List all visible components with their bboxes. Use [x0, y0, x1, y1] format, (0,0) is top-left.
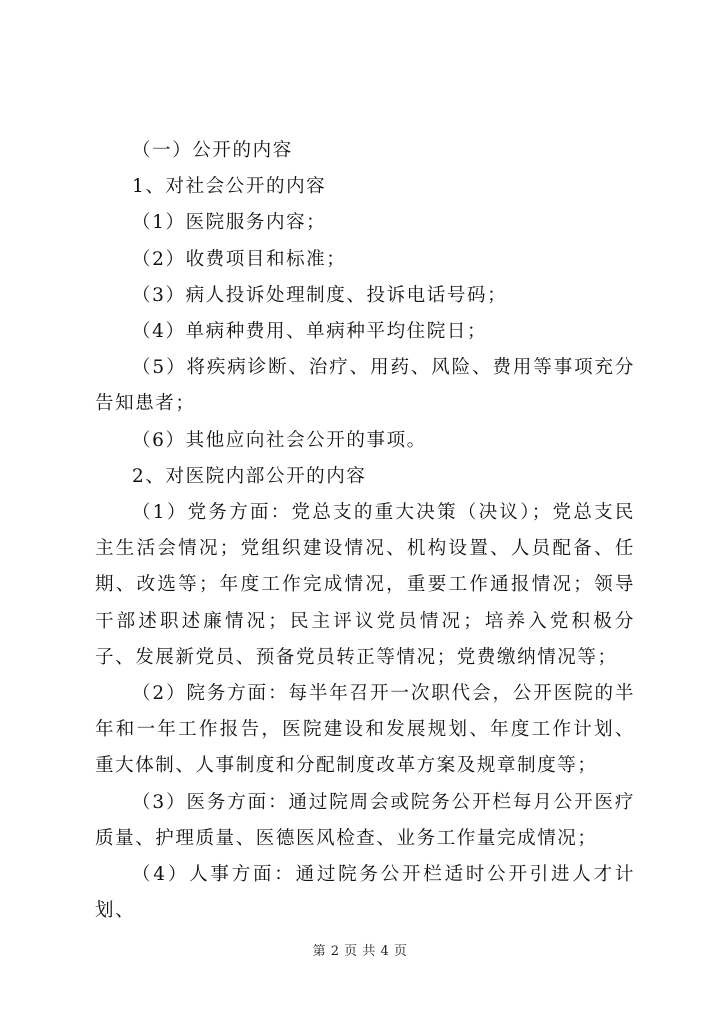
subsection-heading: 1、对社会公开的内容: [132, 176, 327, 198]
list-item: （6）其他应向社会公开的事项。: [132, 429, 427, 451]
section-heading: （一）公开的内容: [132, 140, 293, 161]
subsection-heading: 2、对医院内部公开的内容: [132, 465, 367, 487]
list-item: （4）人事方面：通过院务公开栏适时公开引进人才计划、: [95, 864, 635, 922]
list-item: （1）党务方面：党总支的重大决策（决议）；党总支民主生活会情况；党组织建设情况、机构设置、人员配备、任期、改选等；年度工作完成情况，重要工作通报情况；领导干部述职述廉情况；民主评议党员情况；培养入党积极分子、发展新党员、预备党员转正等情况；党费缴纳情况等；: [95, 502, 635, 668]
list-item: （2）院务方面：每半年召开一次职代会，公开医院的半年和一年工作报告，医院建设和发展规划、年度工作计划、重大体制、人事制度和分配制度改革方案及规章制度等；: [95, 683, 635, 777]
list-item: （2）收费项目和标准；: [132, 248, 347, 270]
list-item: （5）将疾病诊断、治疗、用药、风险、费用等事项充分告知患者；: [95, 357, 635, 415]
list-item: （3）病人投诉处理制度、投诉电话号码；: [132, 284, 508, 306]
list-item: （3）医务方面：通过院周会或院务公开栏每月公开医疗质量、护理质量、医德医风检查、业务工作量完成情况；: [95, 791, 635, 849]
list-item: （1）医院服务内容；: [132, 212, 327, 234]
page-number-footer: 第 2 页 共 4 页: [312, 944, 408, 959]
list-item: （4）单病种费用、单病种平均住院日；: [132, 321, 488, 343]
document-body: [95, 133, 635, 929]
